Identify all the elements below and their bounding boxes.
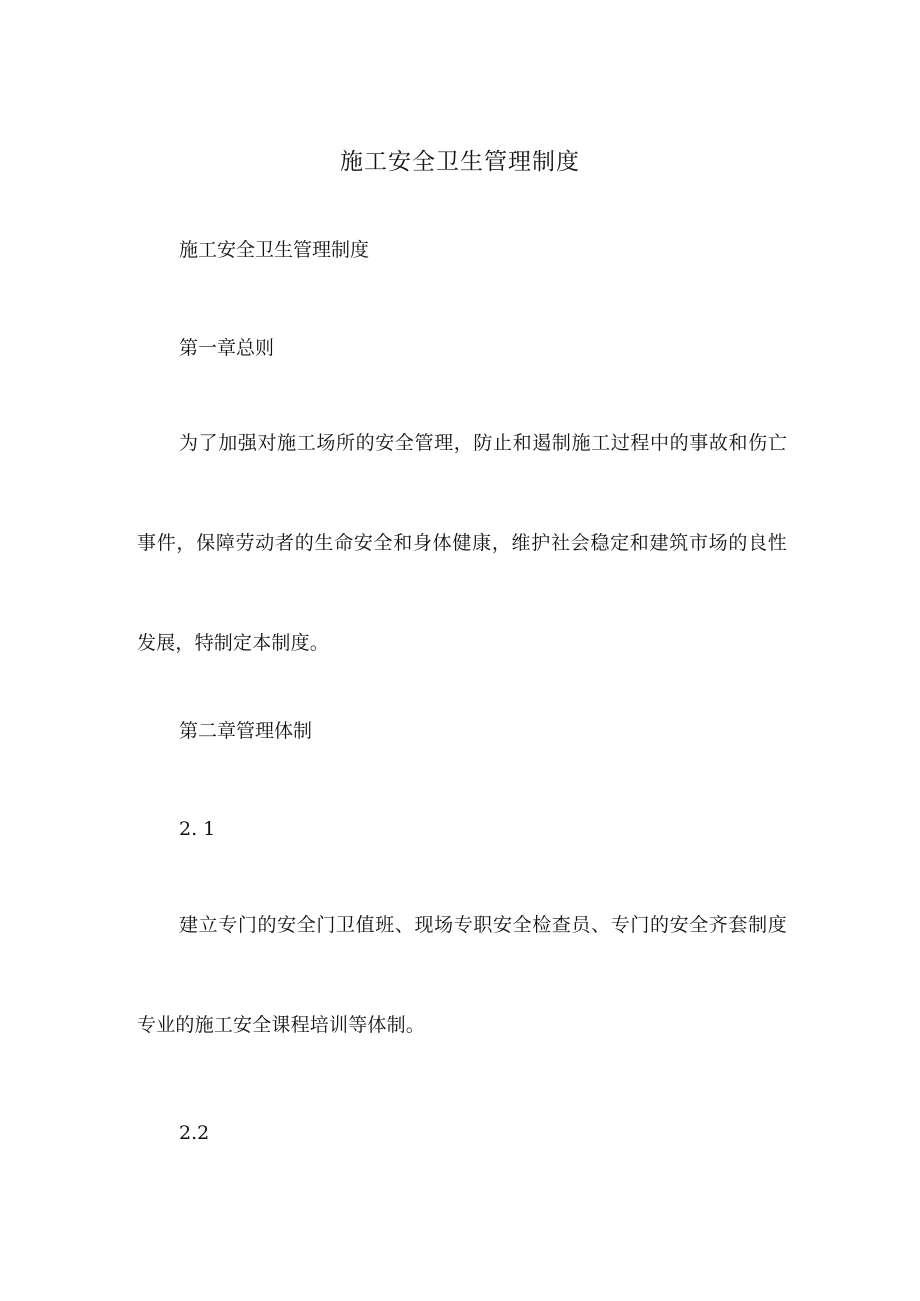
chapter-1-heading: 第一章总则 [179,337,275,359]
section-2-1-number: 2. 1 [179,818,216,840]
section-2-2-number: 2.2 [179,1122,210,1144]
document-subtitle: 施工安全卫生管理制度 [179,239,370,261]
chapter-1-paragraph: 为了加强对施工场所的安全管理，防止和遏制施工过程中的事故和伤亡事件，保障劳动者的生命安全和身体健康，维护社会稳定和建筑市场的良性发展，特制定本制度。 [137,432,787,654]
section-2-1-paragraph: 建立专门的安全门卫值班、现场专职安全检查员、专门的安全齐套制度专业的施工安全课程培训等体制。 [137,914,787,1036]
chapter-2-heading: 第二章管理体制 [179,720,313,742]
document-title: 施工安全卫生管理制度 [340,149,580,175]
